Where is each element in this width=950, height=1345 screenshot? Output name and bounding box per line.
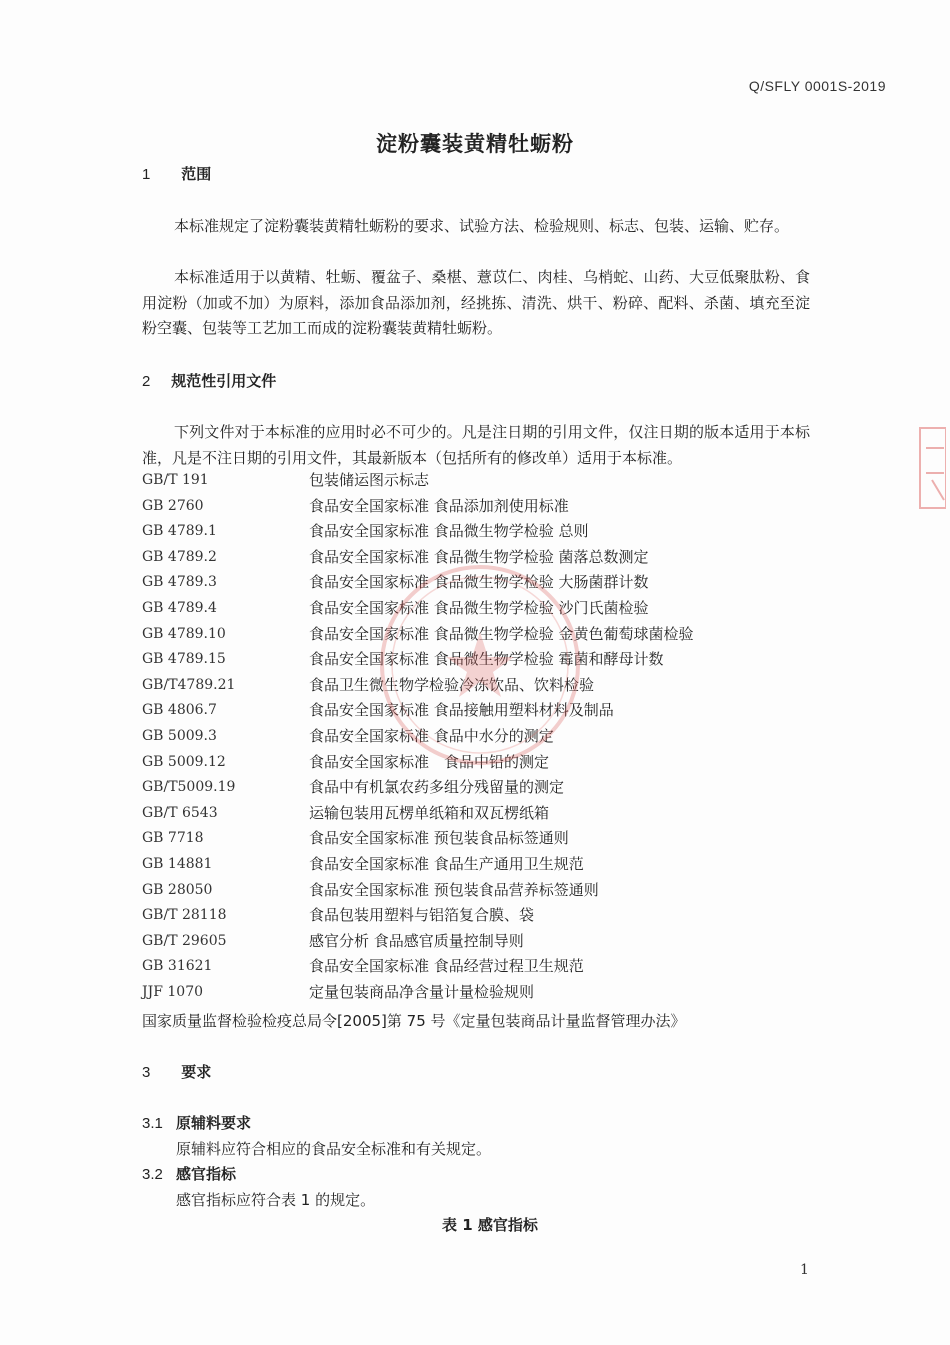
reference-code: GB 4789.4 <box>142 599 217 616</box>
reference-title: 食品包装用塑料与铝箔复合膜、袋 <box>309 906 535 925</box>
subsection-number: 3.2 <box>142 1166 163 1183</box>
subsection-title: 原辅料要求 <box>176 1114 252 1132</box>
reference-title: 定量包装商品净含量计量检验规则 <box>309 982 535 1001</box>
subsection-3-1-heading <box>142 1112 251 1133</box>
reference-code: GB/T 191 <box>142 472 209 488</box>
reference-code: GB/T5009.19 <box>142 779 236 796</box>
reference-code: GB 28050 <box>142 881 213 898</box>
reference-row <box>142 468 822 494</box>
section-3-heading <box>142 1061 211 1082</box>
section-1-heading <box>142 163 211 184</box>
reference-title: 食品安全国家标准 食品微生物学检验 总则 <box>309 522 589 541</box>
reference-title: 食品安全国家标准 食品微生物学检验 菌落总数测定 <box>309 547 649 566</box>
section-title: 规范性引用文件 <box>171 372 277 390</box>
reference-title: 包装储运图示标志 <box>309 471 430 489</box>
reference-title: 食品安全国家标准 食品微生物学检验 霉菌和酵母计数 <box>309 650 664 669</box>
reference-title: 食品安全国家标准 食品中铅的测定 <box>309 752 550 771</box>
subsection-3-1-text: 原辅料应符合相应的食品安全标准和有关规定。 <box>176 1140 492 1158</box>
section-number: 2 <box>142 373 151 390</box>
company-seal-stamp <box>375 560 585 770</box>
subsection-3-2-text: 感官指标应符合表 1 的规定。 <box>176 1191 376 1209</box>
reference-code: JJF 1070 <box>142 983 204 1000</box>
reference-code: GB/T4789.21 <box>142 676 236 693</box>
reference-row <box>142 775 822 801</box>
reference-title: 食品安全国家标准 食品添加剂使用标准 <box>309 496 569 515</box>
reference-code: GB 4789.2 <box>142 548 217 565</box>
reference-code: GB/T 29605 <box>142 932 227 949</box>
reference-title: 食品安全国家标准 食品生产通用卫生规范 <box>309 854 584 873</box>
reference-title: 食品安全国家标准 食品接触用塑料材料及制品 <box>309 701 614 720</box>
standard-code: Q/SFLY 0001S-2019 <box>748 78 886 94</box>
reference-row <box>142 929 822 955</box>
reference-code: GB 4789.1 <box>142 523 217 540</box>
reference-code: GB/T 6543 <box>142 804 218 821</box>
reference-code: GB 4789.15 <box>142 651 226 668</box>
table-caption: 表 1 感官指标 <box>442 1216 538 1234</box>
section-title: 范围 <box>181 165 212 183</box>
reference-title: 食品安全国家标准 食品微生物学检验 大肠菌群计数 <box>309 573 649 592</box>
document-title: 淀粉囊装黄精牡蛎粉 <box>376 132 574 156</box>
reference-title: 食品卫生微生物学检验冷冻饮品、饮料检验 <box>309 675 595 694</box>
reference-code: GB 4806.7 <box>142 702 217 719</box>
subsection-3-2-heading <box>142 1163 236 1184</box>
section-title: 要求 <box>181 1063 212 1081</box>
reference-title: 感官分析 食品感官质量控制导则 <box>309 931 524 950</box>
reference-row <box>142 954 822 980</box>
page-number: 1 <box>800 1262 809 1278</box>
reference-code: GB/T 28118 <box>142 907 227 924</box>
reference-title: 运输包装用瓦楞单纸箱和双瓦楞纸箱 <box>309 803 550 822</box>
subsection-title: 感官指标 <box>176 1165 237 1183</box>
reference-row <box>142 852 822 878</box>
regulation-note: 国家质量监督检验检疫总局令[2005]第 75 号《定量包装商品计量监督管理办法》 <box>142 1012 686 1030</box>
reference-title: 食品安全国家标准 食品经营过程卫生规范 <box>309 957 584 976</box>
edge-seal-mark <box>918 418 946 518</box>
scope-paragraph-2: 本标准适用于以黄精、牡蛎、覆盆子、桑椹、薏苡仁、肉桂、乌梢蛇、山药、大豆低聚肽粉、食用淀粉（加或不加）为原料，添加食品添加剂，经挑拣、清洗、烘干、粉碎、配料、杀菌、填充至淀粉空囊、包装等工艺加工而成的淀粉囊装黄精牡蛎粉。 <box>142 268 810 337</box>
subsection-number: 3.1 <box>142 1115 163 1132</box>
reference-row <box>142 980 822 1006</box>
reference-row <box>142 801 822 827</box>
section-2-heading <box>142 370 276 391</box>
section-number: 3 <box>142 1064 151 1081</box>
reference-title: 食品安全国家标准 食品微生物学检验 金黄色葡萄球菌检验 <box>309 624 694 643</box>
reference-title: 食品中有机氯农药多组分残留量的测定 <box>309 778 565 797</box>
reference-code: GB 4789.10 <box>142 625 226 642</box>
reference-title: 食品安全国家标准 食品微生物学检验 沙门氏菌检验 <box>309 598 649 617</box>
reference-code: GB 31621 <box>142 958 213 975</box>
reference-code: GB 7718 <box>142 830 204 847</box>
reference-code: GB 5009.3 <box>142 727 217 744</box>
reference-row <box>142 519 822 545</box>
refs-intro-paragraph: 下列文件对于本标准的应用时必不可少的。凡是注日期的引用文件，仅注日期的版本适用于本标准，凡是不注日期的引用文件，其最新版本（包括所有的修改单）适用于本标准。 <box>142 423 810 467</box>
section-number: 1 <box>142 166 151 183</box>
reference-title: 食品安全国家标准 预包装食品营养标签通则 <box>309 880 599 899</box>
reference-row <box>142 494 822 520</box>
reference-row <box>142 878 822 904</box>
scope-paragraph-1: 本标准规定了淀粉囊装黄精牡蛎粉的要求、试验方法、检验规则、标志、包装、运输、贮存。 <box>174 217 790 235</box>
reference-code: GB 14881 <box>142 855 213 872</box>
reference-code: GB 4789.3 <box>142 574 217 591</box>
reference-title: 食品安全国家标准 预包装食品标签通则 <box>309 829 569 848</box>
reference-row <box>142 903 822 929</box>
reference-code: GB 5009.12 <box>142 753 226 770</box>
reference-title: 食品安全国家标准 食品中水分的测定 <box>309 726 554 745</box>
reference-row <box>142 826 822 852</box>
reference-code: GB 2760 <box>142 497 204 514</box>
